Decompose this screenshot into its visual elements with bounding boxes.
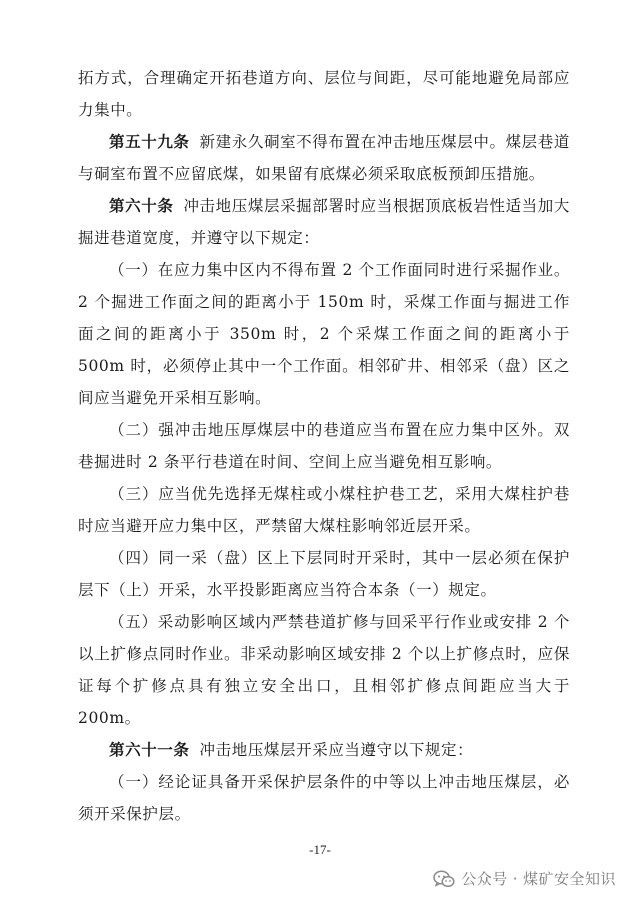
article-heading: 第六十条 — [109, 197, 174, 215]
paragraph-text: （四）同一采（盘）区上下层同时开采时，其中一层必须在保护层下（上）开采，水平投影距离应当符合本条（一）规定。 — [78, 549, 570, 599]
page-number: -17- — [309, 842, 331, 857]
article-60 — [78, 190, 570, 254]
article-59 — [78, 126, 570, 190]
clause-2 — [78, 414, 570, 478]
paragraph-continuation — [78, 62, 570, 126]
paragraph-text: （一）在应力集中区内不得布置 2 个工作面同时进行采掘作业。2 个掘进工作面之间的距离小于 150m 时，采煤工作面与掘进工作面之间的距离小于 350m 时，2 个采煤工作面之间的距离小于 500m 时，必须停止其中一个工作面。相邻矿井、相邻采（盘）区之间应当避免开采相互影响。 — [78, 261, 570, 407]
paragraph-text: （五）采动影响区域内严禁巷道扩修与回采平行作业或安排 2 个以上扩修点同时作业。非采动影响区域安排 2 个以上扩修点时，应保证每个扩修点具有独立安全出口，且相邻扩修点间距应当大于 200m。 — [78, 613, 570, 727]
clause-1 — [78, 254, 570, 414]
watermark-account-name: 煤矿安全知识 — [522, 870, 616, 888]
article-61-clause-1 — [78, 766, 570, 830]
watermark-prefix: 公众号 — [461, 870, 508, 888]
paragraph-text: （三）应当优先选择无煤柱或小煤柱护巷工艺，采用大煤柱护巷时应当避开应力集中区，严禁留大煤柱影响邻近层开采。 — [78, 485, 570, 535]
article-61 — [78, 734, 570, 766]
paragraph-text: 冲击地压煤层采掘部署时应当根据顶底板岩性适当加大掘进巷道宽度，并遵守以下规定： — [78, 197, 570, 247]
clause-5 — [78, 606, 570, 734]
clause-3 — [78, 478, 570, 542]
paragraph-text: 拓方式，合理确定开拓巷道方向、层位与间距，尽可能地避免局部应力集中。 — [78, 69, 570, 119]
wechat-icon — [433, 870, 455, 888]
article-heading: 第六十一条 — [109, 741, 190, 759]
watermark — [433, 868, 616, 889]
paragraph-text: （二）强冲击地压厚煤层中的巷道应当布置在应力集中区外。双巷掘进时 2 条平行巷道在时间、空间上应当避免相互影响。 — [78, 421, 570, 471]
watermark-separator: · — [512, 869, 518, 888]
paragraph-text: 冲击地压煤层开采应当遵守以下规定： — [199, 741, 474, 759]
paragraph-text: （一）经论证具备开采保护层条件的中等以上冲击地压煤层，必须开采保护层。 — [78, 773, 570, 823]
paragraph-text: 新建永久硐室不得布置在冲击地压煤层中。煤层巷道与硐室布置不应留底煤，如果留有底煤必须采取底板预卸压措施。 — [78, 133, 570, 183]
clause-4 — [78, 542, 570, 606]
article-heading: 第五十九条 — [109, 133, 190, 151]
document-page — [78, 62, 570, 830]
